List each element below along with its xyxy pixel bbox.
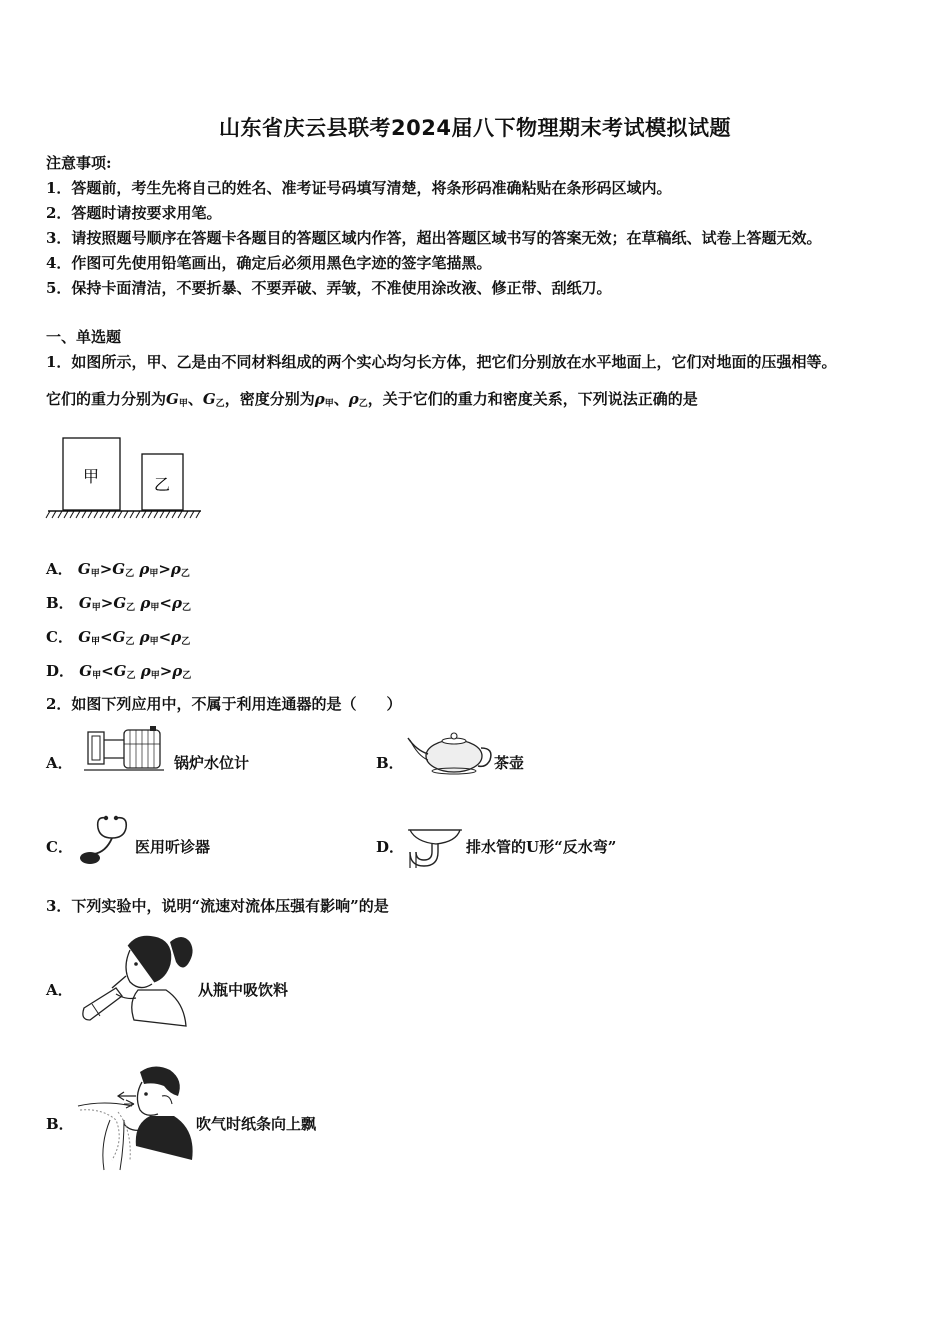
girl-drinking-icon <box>78 928 198 1030</box>
notice-item-4: 4．作图可先使用铅笔画出，确定后必须用黑色字迹的签字笔描黑。 <box>46 254 492 272</box>
q1-figure <box>46 430 206 525</box>
u-trap-icon <box>406 822 464 870</box>
q1-option-c[interactable]: C． $G_甲<G_乙$ $\rho_甲<\rho_乙$ <box>46 628 191 647</box>
q2-option-a-letter[interactable]: A． <box>46 754 73 772</box>
q2-stem: 2．如图下列应用中，不属于利用连通器的是（ ） <box>46 695 402 713</box>
notice-item-5: 5．保持卡面清洁，不要折暴、不要弄破、弄皱，不准使用涂改液、修正带、刮纸刀。 <box>46 279 612 297</box>
q1-stem-line2: 它们的重力分别为$G_甲$、$G_乙$，密度分别为$\rho_甲$、$\rho_乙$，关于它们的重力和密度关系，下列说法正确的是 <box>46 390 698 409</box>
block-yi-label: 乙 <box>154 475 171 494</box>
boy-blowing-icon <box>74 1060 198 1174</box>
q2-option-a-text[interactable]: 锅炉水位计 <box>174 754 250 772</box>
notice-heading: 注意事项: <box>46 154 112 172</box>
stethoscope-icon <box>76 812 136 868</box>
notice-item-3: 3．请按照题号顺序在答题卡各题目的答题区域内作答，超出答题区域书写的答案无效；在草稿纸、试卷上答题无效。 <box>46 229 822 247</box>
q3-option-a-letter[interactable]: A． <box>46 981 73 999</box>
q2-option-b-text[interactable]: 茶壶 <box>494 754 525 772</box>
q2-option-d-text[interactable]: 排水管的U形“反水弯” <box>466 838 617 856</box>
q1-option-b[interactable]: B． $G_甲>G_乙$ $\rho_甲<\rho_乙$ <box>46 594 191 613</box>
boiler-gauge-icon <box>84 726 166 776</box>
teapot-icon <box>404 728 494 778</box>
q3-option-b-letter[interactable]: B． <box>46 1115 74 1133</box>
q2-option-d-letter[interactable]: D． <box>376 838 405 856</box>
q3-option-b-text[interactable]: 吹气时纸条向上飘 <box>196 1115 317 1133</box>
q3-stem: 3．下列实验中，说明“流速对流体压强有影响”的是 <box>46 897 389 915</box>
q2-option-b-letter[interactable]: B． <box>376 754 404 772</box>
notice-item-1: 1．答题前，考生先将自己的姓名、准考证号码填写清楚，将条形码准确粘贴在条形码区域内。 <box>46 179 672 197</box>
q2-option-c-letter[interactable]: C． <box>46 838 73 856</box>
section-heading: 一、单选题 <box>46 328 122 346</box>
block-jia-label: 甲 <box>83 467 100 486</box>
q3-option-a-text[interactable]: 从瓶中吸饮料 <box>198 981 289 999</box>
page-title: 山东省庆云县联考2024届八下物理期末考试模拟试题 <box>219 116 731 140</box>
q2-option-c-text[interactable]: 医用听诊器 <box>135 838 211 856</box>
q1-stem-line1: 1．如图所示，甲、乙是由不同材料组成的两个实心均匀长方体，把它们分别放在水平地面上，它们对地面的压强相等。 <box>46 353 837 371</box>
q1-option-d[interactable]: D． $G_甲<G_乙$ $\rho_甲>\rho_乙$ <box>46 662 192 681</box>
notice-item-2: 2．答题时请按要求用笔。 <box>46 204 222 222</box>
ground-hatch <box>46 511 200 518</box>
q1-option-a[interactable]: A． $G_甲>G_乙$ $\rho_甲>\rho_乙$ <box>46 560 190 579</box>
